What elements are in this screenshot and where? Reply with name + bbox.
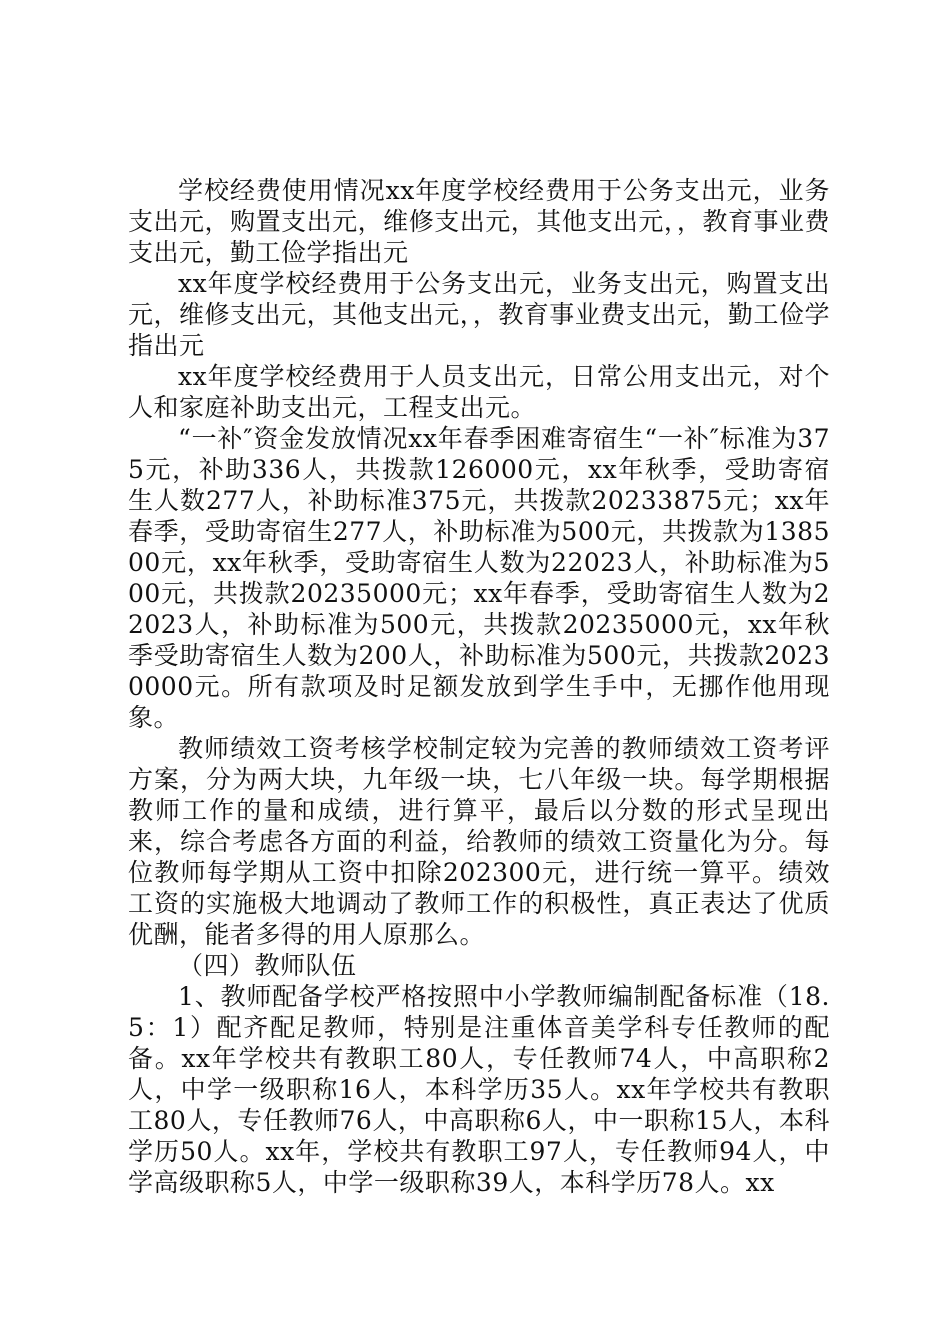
document-body xyxy=(128,175,830,1198)
paragraph-performance-pay: 教师绩效工资考核学校制定较为完善的教师绩效工资考评方案，分为两大块，九年级一块，七八年级一块。每学期根据教师工作的量和成绩，进行算平，最后以分数的形式呈现出来，综合考虑各方面的利益，给教师的绩效工资量化为分。每位教师每学期从工资中扣除202300元，进行统一算平。绩效工资的实施极大地调动了教师工作的积极性，真正表达了优质优酬，能者多得的用人原那么。 xyxy=(128,734,830,949)
paragraph-teacher-staffing: 1、教师配备学校严格按照中小学教师编制配备标准（18.5：1）配齐配足教师，特别是注重体音美学科专任教师的配备。xx年学校共有教职工80人，专任教师74人，中高职称2人，中学一级职称16人，本科学历35人。xx年学校共有教职工80人，专任教师76人，中高职称6人，中一职称15人，本科学历50人。xx年，学校共有教职工97人，专任教师94人，中学高级职称5人，中学一级职称39人，本科学历78人。xx xyxy=(128,982,830,1197)
paragraph-fund-usage: 学校经费使用情况xx年度学校经费用于公务支出元，业务支出元，购置支出元，维修支出元，其他支出元，，教育事业费支出元，勤工俭学指出元 xyxy=(128,176,830,267)
paragraph-fund-usage-3: xx年度学校经费用于人员支出元，日常公用支出元，对个人和家庭补助支出元，工程支出元。 xyxy=(128,362,830,422)
section-heading: （四）教师队伍 xyxy=(178,951,357,980)
paragraph-fund-usage-2: xx年度学校经费用于公务支出元，业务支出元，购置支出元，维修支出元，其他支出元，，教育事业费支出元，勤工俭学指出元 xyxy=(128,269,830,360)
paragraph-subsidy: “一补″资金发放情况xx年春季困难寄宿生“一补″标准为375元，补助336人，共拨款126000元，xx年秋季，受助寄宿生人数277人，补助标准375元，共拨款20233875元；xx年春季，受助寄宿生277人，补助标准为500元，共拨款为138500元，xx年秋季，受助寄宿生人数为22023人，补助标准为500元，共拨款20235000元；xx年春季，受助寄宿生人数为22023人，补助标准为500元，共拨款20235000元，xx年秋季受助寄宿生人数为200人，补助标准为500元，共拨款20230000元。所有款项及时足额发放到学生手中，无挪作他用现象。 xyxy=(128,424,830,732)
